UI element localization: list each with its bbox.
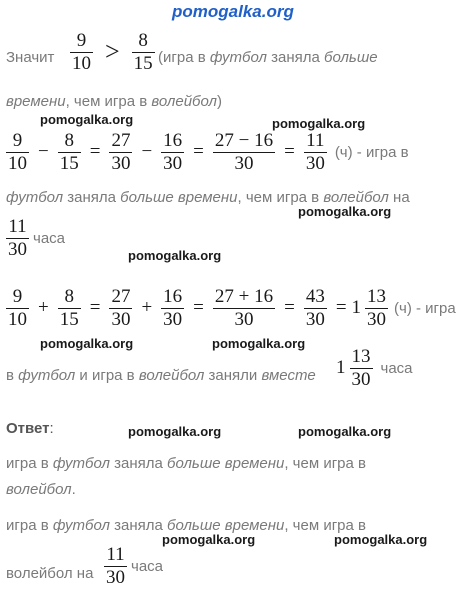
plus-sign: +	[141, 297, 153, 319]
intro-frac-a: $\frac{9}{10}$	[72, 30, 91, 74]
intro-lead: Значит	[6, 49, 55, 66]
frac: $\frac{27 - 16}{30}$	[214, 130, 274, 174]
frac: $\frac{16}{30}$	[163, 286, 183, 330]
watermark: pomogalka.org	[128, 248, 222, 263]
minus-sign: −	[141, 141, 153, 163]
addition-comment: в футбол и игра в волейбол заняли вместе	[6, 367, 316, 384]
watermark: pomogalka.org	[298, 424, 392, 439]
frac: $\frac{13}{30}$	[351, 346, 371, 390]
mixed-whole: 1	[336, 357, 346, 379]
equals-sign: =	[284, 297, 295, 319]
intro-comment: (игра в футбол заняла больше	[158, 49, 378, 66]
answer-line-2: игра в футбол заняла больше времени, чем игра в	[6, 517, 366, 534]
unit-text: (ч) - игра	[394, 299, 456, 317]
unit-text: (ч) - игра в	[334, 143, 409, 161]
watermark: pomogalka.org	[128, 424, 222, 439]
answer-line-2b: волейбол на	[6, 565, 94, 582]
equals-sign: =	[89, 141, 101, 163]
frac: $\frac{11}{30}$	[8, 216, 27, 260]
equals-sign: =	[284, 141, 295, 163]
frac: $\frac{9}{10}$	[8, 286, 27, 330]
watermark: pomogalka.org	[334, 532, 428, 547]
mixed-whole: 1	[351, 297, 362, 319]
intro-frac-b: $\frac{8}{15}$	[133, 30, 153, 74]
frac: $\frac{8}{15}$	[59, 130, 79, 174]
equals-sign: =	[89, 297, 101, 319]
subtraction-expression	[2, 130, 409, 175]
watermark-top[interactable]: pomogalka.org	[172, 2, 294, 21]
addition-mixed-result	[336, 346, 413, 391]
intro-comparison	[66, 30, 159, 75]
addition-expression	[2, 286, 456, 331]
frac: $\frac{16}{30}$	[163, 130, 183, 174]
intro-comment-line2: времени, чем игра в волейбол)	[6, 93, 222, 110]
answer-fraction	[100, 544, 163, 589]
frac: $\frac{11}{30}$	[305, 130, 325, 174]
watermark: pomogalka.org	[40, 112, 134, 127]
answer-line-1b: волейбол.	[6, 481, 76, 498]
frac: $\frac{43}{30}$	[305, 286, 325, 330]
greater-than: >	[105, 37, 120, 67]
frac: $\frac{9}{10}$	[8, 130, 27, 174]
frac: $\frac{27 + 16}{30}$	[214, 286, 274, 330]
unit-text: часа	[33, 229, 65, 247]
watermark: pomogalka.org	[298, 204, 392, 219]
frac: $\frac{11}{30}$	[106, 544, 125, 588]
answer-line-1: игра в футбол заняла больше времени, чем игра в	[6, 455, 366, 472]
watermark: pomogalka.org	[272, 116, 366, 131]
subtraction-comment: футбол заняла больше времени, чем игра в волейбол на	[6, 189, 410, 206]
plus-sign: +	[38, 297, 49, 319]
answer-label: Ответ:	[6, 420, 54, 437]
equals-sign: =	[193, 141, 204, 163]
unit-text: часа	[131, 557, 163, 575]
watermark: pomogalka.org	[162, 532, 256, 547]
frac: $\frac{27}{30}$	[111, 286, 131, 330]
watermark: pomogalka.org	[212, 336, 306, 351]
minus-sign: −	[38, 141, 49, 163]
subtraction-result	[2, 216, 65, 261]
watermark: pomogalka.org	[40, 336, 134, 351]
frac: $\frac{27}{30}$	[111, 130, 131, 174]
equals-sign: =	[335, 297, 347, 319]
unit-text: часа	[380, 359, 413, 377]
frac: $\frac{8}{15}$	[59, 286, 79, 330]
frac: $\frac{13}{30}$	[367, 286, 387, 330]
equals-sign: =	[193, 297, 204, 319]
